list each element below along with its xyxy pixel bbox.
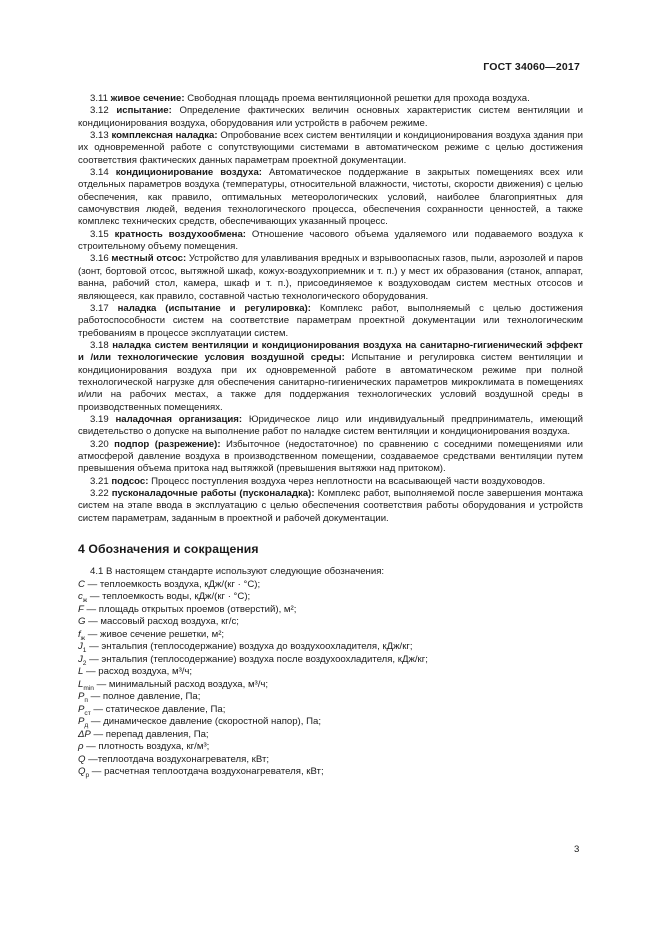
symbol-name: L — [78, 678, 84, 690]
symbol-subscript: р — [85, 771, 90, 779]
term-paragraph — [78, 340, 583, 414]
symbol-subscript: п — [84, 696, 88, 704]
symbol-subscript: д — [84, 721, 89, 729]
symbol-name: L — [78, 666, 84, 678]
term-name: кратность воздухообмена: — [114, 228, 246, 240]
term-definition: Устройство для улавливания вредных и взрывоопасных газов, пыли, аэрозолей и паров (зонт, бортовой отсос, вытяжной шкаф, кожух-воздухоприемник и т. п.) у мест их образования (станок, аппарат, ванна, рабочий стол, камера, шкаф и т. п.), присоединяемое к воздуховодам систем местных отсосов и являющееся, как правило, составной частью технологического оборудования. — [78, 253, 583, 302]
symbol-description: — энтальпия (теплосодержание) воздуха после воздухоохладителя, кДж/кг; — [86, 653, 428, 665]
symbol-description: — перепад давления, Па; — [90, 728, 209, 740]
symbol-entry — [78, 579, 583, 592]
symbol-name: G — [78, 616, 86, 628]
symbol-subscript: min — [83, 684, 94, 692]
symbol-subscript: ж — [80, 634, 86, 642]
term-number: 3.13 — [90, 130, 109, 142]
symbol-description: — статическое давление, Па; — [90, 703, 226, 715]
symbol-name: P — [78, 691, 85, 703]
term-name: пусконаладочные работы (пусконаладка): — [111, 488, 315, 499]
symbol-entry — [78, 591, 583, 604]
term-name: кондиционирование воздуха: — [115, 167, 263, 179]
term-paragraph — [78, 130, 583, 167]
symbol-entry — [78, 754, 583, 767]
symbol-name: J — [78, 653, 83, 665]
term-definition: Свободная площадь проема вентиляционной решетки для прохода воздуха. — [187, 93, 530, 104]
symbol-entry — [78, 679, 583, 692]
symbol-description: — живое сечение решетки, м²; — [85, 628, 225, 640]
term-definition: Комплекс работ, выполняемый с целью достижения работоспособности систем на соответствие параметрам проектной документации или технологическим требованиям в процессе эксплуатации систем. — [78, 302, 583, 339]
symbol-description: — энтальпия (теплосодержание) воздуха до воздухоохладителя, кДж/кг; — [86, 641, 413, 653]
symbol-name: ρ — [78, 741, 84, 753]
term-definition: Избыточное (недостаточное) по сравнению с соседними помещениями или атмосферой давление воздуха в производственном помещении, создаваемое средствами вентиляции путем превышения объема притока над вытяжкой (превышения вытяжки над притоком). — [78, 438, 583, 475]
term-definition: Испытание и регулировка систем вентиляции и кондиционирования воздуха при их одновременной работе в автоматическом режиме при полной технологической нагрузке для обеспечения санитарно-гигиенических параметров микроклимата в помещениях и/или на рабочих местах, а также для поддержания технологических условий воздушной среды в производственных помещениях. — [78, 352, 583, 413]
symbol-description: — динамическое давление (скоростной напор), Па; — [88, 716, 321, 728]
symbol-entry — [78, 654, 583, 667]
term-paragraph — [78, 476, 583, 488]
term-definition: Отношение часового объема удаляемого или подаваемого воздуха к строительному объему помещения. — [78, 228, 583, 253]
symbol-entry — [78, 716, 583, 729]
term-number: 3.15 — [90, 228, 109, 240]
term-name: живое сечение: — [110, 93, 185, 104]
term-paragraph — [78, 93, 583, 105]
symbol-description: — теплоемкость воды, кДж/(кг · °С); — [87, 591, 251, 603]
term-number: 3.22 — [90, 488, 109, 499]
term-name: наладка систем вентиляции и кондиционирования воздуха на санитарно-гигиенический эффект и /или технологические условия воздушной среды: — [78, 339, 584, 364]
symbol-description: — полное давление, Па; — [87, 691, 201, 703]
symbol-name: ΔP — [78, 728, 91, 740]
term-name: местный отсос: — [111, 253, 187, 265]
symbol-name: P — [78, 703, 85, 715]
symbol-entry — [78, 666, 583, 679]
term-paragraph — [78, 229, 583, 254]
symbol-entry — [78, 729, 583, 742]
term-number: 3.12 — [90, 105, 109, 117]
symbol-name: c — [78, 591, 83, 603]
symbol-description: — массовый расход воздуха, кг/с; — [85, 616, 239, 628]
term-paragraph — [78, 303, 583, 340]
term-paragraph — [78, 253, 583, 302]
term-paragraph — [78, 488, 583, 525]
symbol-entry — [78, 641, 583, 654]
terms-list — [78, 93, 583, 525]
symbol-entry — [78, 629, 583, 642]
symbol-description: —теплоотдача воздухонагревателя, кВт; — [85, 753, 270, 765]
term-name: наладочная организация: — [115, 413, 243, 425]
section-intro: 4.1 В настоящем стандарте используют следующие обозначения: — [90, 566, 385, 578]
term-number: 3.16 — [90, 253, 109, 265]
symbol-entry — [78, 704, 583, 717]
symbol-subscript: 1 — [82, 646, 87, 654]
term-definition: Процесс поступления воздуха через неплотности на всасывающей части воздуховодов. — [151, 475, 546, 487]
term-paragraph — [78, 439, 583, 476]
term-definition: Юридическое лицо или индивидуальный предприниматель, имеющий свидетельство о допуске на выполнение работ по наладке систем вентиляции и кондиционирования воздуха. — [78, 413, 583, 438]
term-number: 3.21 — [90, 475, 109, 487]
symbol-name: Q — [78, 753, 86, 765]
symbol-subscript: ж — [82, 596, 88, 604]
term-paragraph — [78, 414, 583, 439]
term-number: 3.17 — [90, 302, 109, 314]
symbol-entry — [78, 616, 583, 629]
symbol-description: — плотность воздуха, кг/м³; — [83, 741, 210, 753]
page-number: 3 — [574, 844, 580, 855]
symbol-entry — [78, 766, 583, 779]
term-definition: Определение фактических величин основных характеристик систем вентиляции и кондиционирования воздуха, оборудования или устройств в рабочем режиме. — [78, 105, 584, 129]
symbol-name: f — [78, 628, 81, 640]
term-paragraph — [78, 167, 583, 229]
document-id-header: ГОСТ 34060—2017 — [483, 61, 580, 73]
term-name: подпор (разрежение): — [114, 438, 221, 450]
symbol-entry — [78, 691, 583, 704]
term-definition: Автоматическое поддержание в закрытых помещениях всех или отдельных параметров воздуха (температуры, относительной влажности, чистоты, скорости движения) с целью обеспечения, как правило, оптимальных метеорологических условий, наиболее благоприятных для самочувствия людей, ведения технологического процесса, обеспечения сохранности ценностей, а также комплекс технических средств, обеспечивающих указанный процесс. — [78, 167, 583, 228]
term-definition: Комплекс работ, выполняемой после завершения монтажа систем на этапе ввода в эксплуатацию с целью обеспечения соответствия работы оборудования и устройств систем параметрам, заданным в проектной и рабочей документации. — [78, 488, 583, 524]
section-title: 4 Обозначения и сокращения — [78, 542, 259, 557]
term-paragraph — [78, 105, 583, 130]
symbol-entry — [78, 604, 583, 617]
symbol-subscript: 2 — [82, 659, 87, 667]
term-number: 3.14 — [90, 167, 109, 179]
term-name: комплексная наладка: — [111, 130, 218, 142]
symbol-entry — [78, 741, 583, 754]
term-number: 3.19 — [90, 413, 109, 425]
symbol-name: F — [78, 603, 84, 615]
term-number: 3.18 — [90, 339, 109, 351]
symbol-description: — минимальный расход воздуха, м³/ч; — [93, 678, 269, 690]
symbol-name: C — [78, 578, 85, 590]
symbol-name: J — [78, 641, 83, 653]
term-number: 3.11 — [90, 93, 108, 104]
symbol-description: — расчетная теплоотдача воздухонагревателя, кВт; — [89, 766, 324, 778]
symbol-description: — расход воздуха, м³/ч; — [83, 666, 193, 678]
symbol-description: — площадь открытых проемов (отверстий), м²; — [83, 603, 297, 615]
symbols-list — [78, 579, 583, 779]
symbol-subscript: ст — [84, 709, 91, 717]
symbol-name: P — [78, 716, 85, 728]
term-name: испытание: — [116, 105, 172, 117]
term-number: 3.20 — [90, 438, 109, 450]
document-body — [78, 93, 583, 779]
term-name: подсос: — [111, 475, 149, 487]
term-definition: Опробование всех систем вентиляции и кондиционирования воздуха здания при их одновременной работе с сопутствующими системами в автоматическом режиме с целью достижения соответствия фактических данных параметрам проектной документации. — [78, 130, 583, 166]
symbol-name: Q — [78, 766, 86, 778]
term-name: наладка (испытание и регулировка): — [117, 302, 311, 314]
symbol-description: — теплоемкость воздуха, кДж/(кг · °С); — [84, 578, 261, 590]
